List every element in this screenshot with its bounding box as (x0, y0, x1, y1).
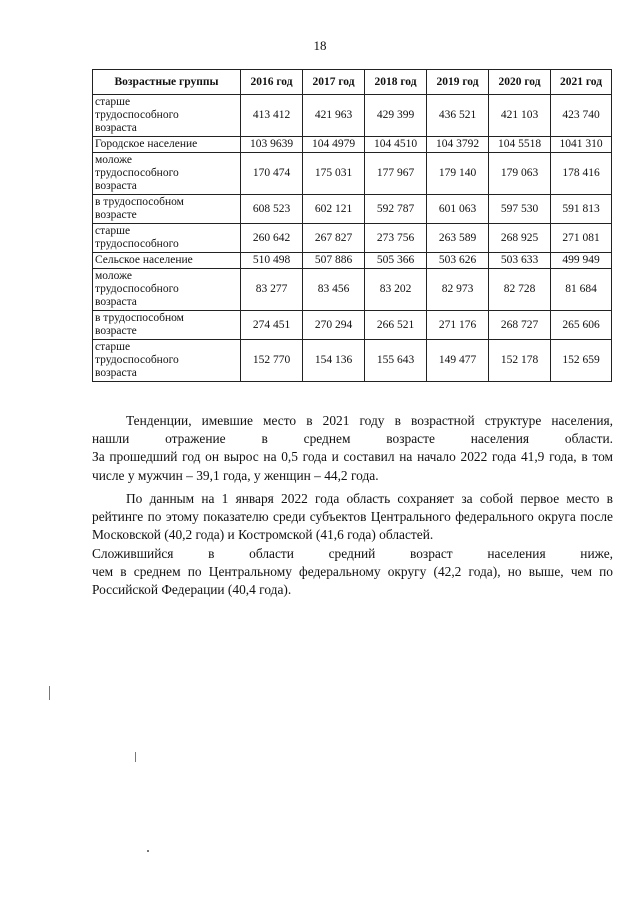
header-year-2021: 2021 год (551, 70, 612, 95)
row-label: в трудоспособном возрасте (93, 311, 241, 340)
cell-value: 177 967 (365, 153, 427, 195)
table-row (93, 153, 612, 195)
row-label: старше трудоспособного возраста (93, 340, 241, 382)
header-year-2016: 2016 год (241, 70, 303, 95)
cell-value: 152 659 (551, 340, 612, 382)
cell-value: 423 740 (551, 95, 612, 137)
cell-value: 268 727 (489, 311, 551, 340)
cell-value: 608 523 (241, 195, 303, 224)
paragraph-2-main: По данным на 1 января 2022 года область сохраняет за собой первое место в рейтинге по этому показателю среди субъектов Центрального федерального округа после Московской (40,2 года) и Костромской (41,6 года) областей. (92, 491, 613, 543)
paragraph-1-rest: За прошедший год он вырос на 0,5 года и составил на начало 2022 года 41,9 года, в том числе у мужчин – 39,1 года, у женщин – 44,2 года. (92, 449, 613, 483)
scan-mark (135, 752, 136, 762)
cell-value: 436 521 (427, 95, 489, 137)
cell-value: 260 642 (241, 224, 303, 253)
row-label: старше трудоспособного возраста (93, 95, 241, 137)
cell-value: 155 643 (365, 340, 427, 382)
page-number: 18 (313, 38, 327, 53)
cell-value: 82 973 (427, 269, 489, 311)
cell-value: 592 787 (365, 195, 427, 224)
cell-value: 179 063 (489, 153, 551, 195)
cell-value: 83 277 (241, 269, 303, 311)
cell-value: 179 140 (427, 153, 489, 195)
cell-value: 103 9639 (241, 137, 303, 153)
cell-value: 83 202 (365, 269, 427, 311)
table-row (93, 340, 612, 382)
table-row (93, 269, 612, 311)
cell-value: 104 4979 (303, 137, 365, 153)
table-row (93, 224, 612, 253)
cell-value: 271 081 (551, 224, 612, 253)
cell-value: 149 477 (427, 340, 489, 382)
cell-value: 178 416 (551, 153, 612, 195)
cell-value: 503 633 (489, 253, 551, 269)
table-row (93, 137, 612, 153)
row-label: Городское население (93, 137, 241, 153)
paragraph-2 (92, 490, 613, 599)
header-year-2017: 2017 год (303, 70, 365, 95)
paragraph-1-line-1: Тенденции, имевшие место в 2021 году в возрастной структуре населения, (126, 413, 613, 428)
paragraph-2-line-sparse: Сложившийся в области средний возраст населения ниже, (92, 545, 613, 561)
cell-value: 274 451 (241, 311, 303, 340)
cell-value: 413 412 (241, 95, 303, 137)
cell-value: 271 176 (427, 311, 489, 340)
header-year-2020: 2020 год (489, 70, 551, 95)
cell-value: 263 589 (427, 224, 489, 253)
cell-value: 421 963 (303, 95, 365, 137)
cell-value: 265 606 (551, 311, 612, 340)
header-year-2019: 2019 год (427, 70, 489, 95)
table-body (93, 95, 612, 382)
table-row (93, 195, 612, 224)
cell-value: 175 031 (303, 153, 365, 195)
cell-value: 591 813 (551, 195, 612, 224)
cell-value: 81 684 (551, 269, 612, 311)
cell-value: 266 521 (365, 311, 427, 340)
paragraph-2-rest: чем в среднем по Центральному федеральному округу (42,2 года), но выше, чем по Российской Федерации (40,4 года). (92, 563, 613, 598)
age-groups-table (92, 69, 612, 382)
cell-value: 505 366 (365, 253, 427, 269)
cell-value: 1041 310 (551, 137, 612, 153)
cell-value: 597 530 (489, 195, 551, 224)
cell-value: 499 949 (551, 253, 612, 269)
cell-value: 273 756 (365, 224, 427, 253)
row-label: Сельское население (93, 253, 241, 269)
cell-value: 601 063 (427, 195, 489, 224)
header-year-2018: 2018 год (365, 70, 427, 95)
cell-value: 152 178 (489, 340, 551, 382)
cell-value: 503 626 (427, 253, 489, 269)
cell-value: 154 136 (303, 340, 365, 382)
cell-value: 510 498 (241, 253, 303, 269)
row-label: моложе трудоспособного возраста (93, 153, 241, 195)
cell-value: 429 399 (365, 95, 427, 137)
cell-value: 602 121 (303, 195, 365, 224)
scan-mark (49, 686, 50, 700)
table-row (93, 311, 612, 340)
table-row (93, 95, 612, 137)
cell-value: 104 3792 (427, 137, 489, 153)
cell-value: 268 925 (489, 224, 551, 253)
cell-value: 152 770 (241, 340, 303, 382)
cell-value: 270 294 (303, 311, 365, 340)
scan-mark (147, 850, 149, 852)
row-label: в трудоспособном возрасте (93, 195, 241, 224)
cell-value: 83 456 (303, 269, 365, 311)
row-label: моложе трудоспособного возраста (93, 269, 241, 311)
row-label: старше трудоспособного (93, 224, 241, 253)
paragraph-1-line-2: нашли отражение в среднем возрасте населения области. (92, 431, 613, 447)
cell-value: 82 728 (489, 269, 551, 311)
cell-value: 104 4510 (365, 137, 427, 153)
table-row (93, 253, 612, 269)
paragraph-1 (92, 412, 613, 485)
cell-value: 267 827 (303, 224, 365, 253)
cell-value: 421 103 (489, 95, 551, 137)
cell-value: 507 886 (303, 253, 365, 269)
cell-value: 104 5518 (489, 137, 551, 153)
table-header-row (93, 70, 612, 95)
cell-value: 170 474 (241, 153, 303, 195)
header-age-groups: Возрастные группы (93, 70, 241, 95)
